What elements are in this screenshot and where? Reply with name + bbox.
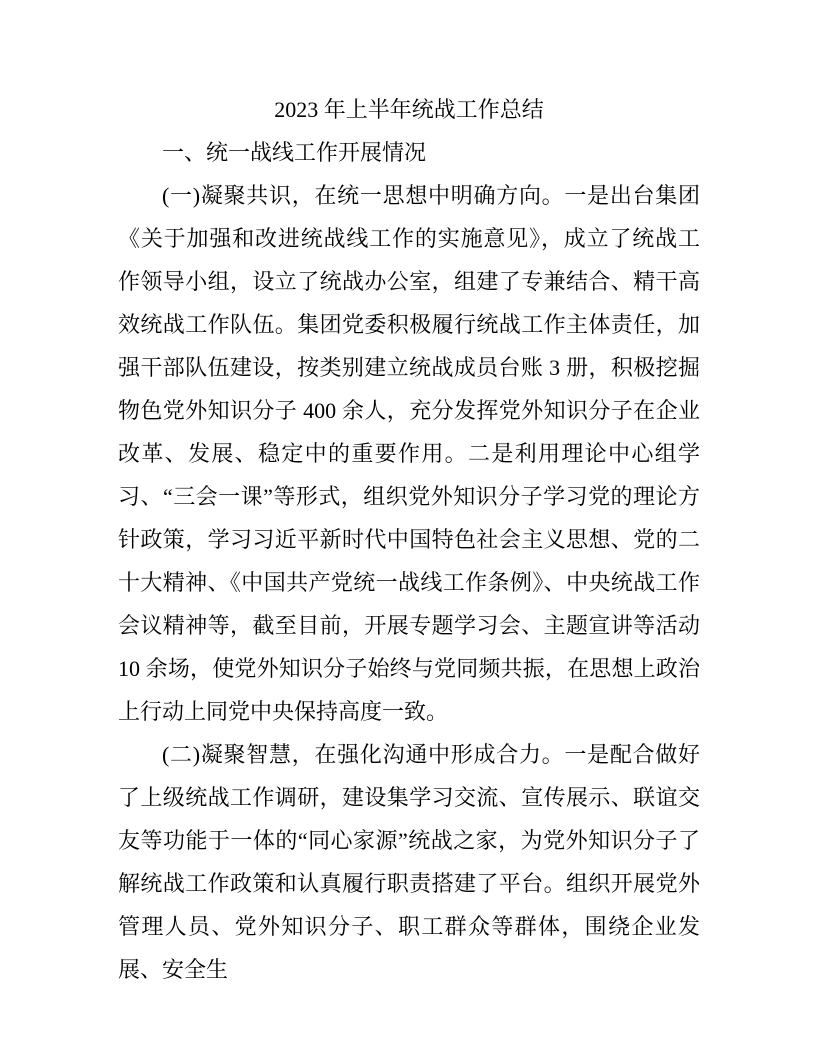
paragraph-1: (一)凝聚共识，在统一思想中明确方向。一是出台集团《关于加强和改进统战线工作的实施意见》，成立了统战工作领导小组，设立了统战办公室，组建了专兼结合、精干高效统战工作队伍。集团党委积极履行统战工作主体责任，加强干部队伍建设，按类别建立统战成员台账 3 册，积极挖掘物色党外知识分子 400 余人，充分发挥党外知识分子在企业改革、发展、稳定中的重要作用。二是利用理论中心组学习、“三会一课”等形式，组织党外知识分子学习党的理论方针政策，学习习近平新时代中国特色社会主义思想、党的二十大精神、《中国共产党统一战线工作条例》、中央统战工作会议精神等，截至目前，开展专题学习会、主题宣讲等活动 10 余场，使党外知识分子始终与党同频共振，在思想上政治上行动上同党中央保持高度一致。: [118, 183, 700, 724]
paragraph-2: (二)凝聚智慧，在强化沟通中形成合力。一是配合做好了上级统战工作调研，建设集学习交流、宣传展示、联谊交友等功能于一体的“同心家源”统战之家，为党外知识分子了解统战工作政策和认真履行职责搭建了平台。组织开展党外管理人员、党外知识分子、职工群众等群体，围绕企业发展、安全生: [118, 742, 700, 982]
section-heading: 一、统一战线工作开展情况: [162, 140, 427, 165]
document-title: 2023 年上半年统战工作总结: [274, 97, 544, 122]
